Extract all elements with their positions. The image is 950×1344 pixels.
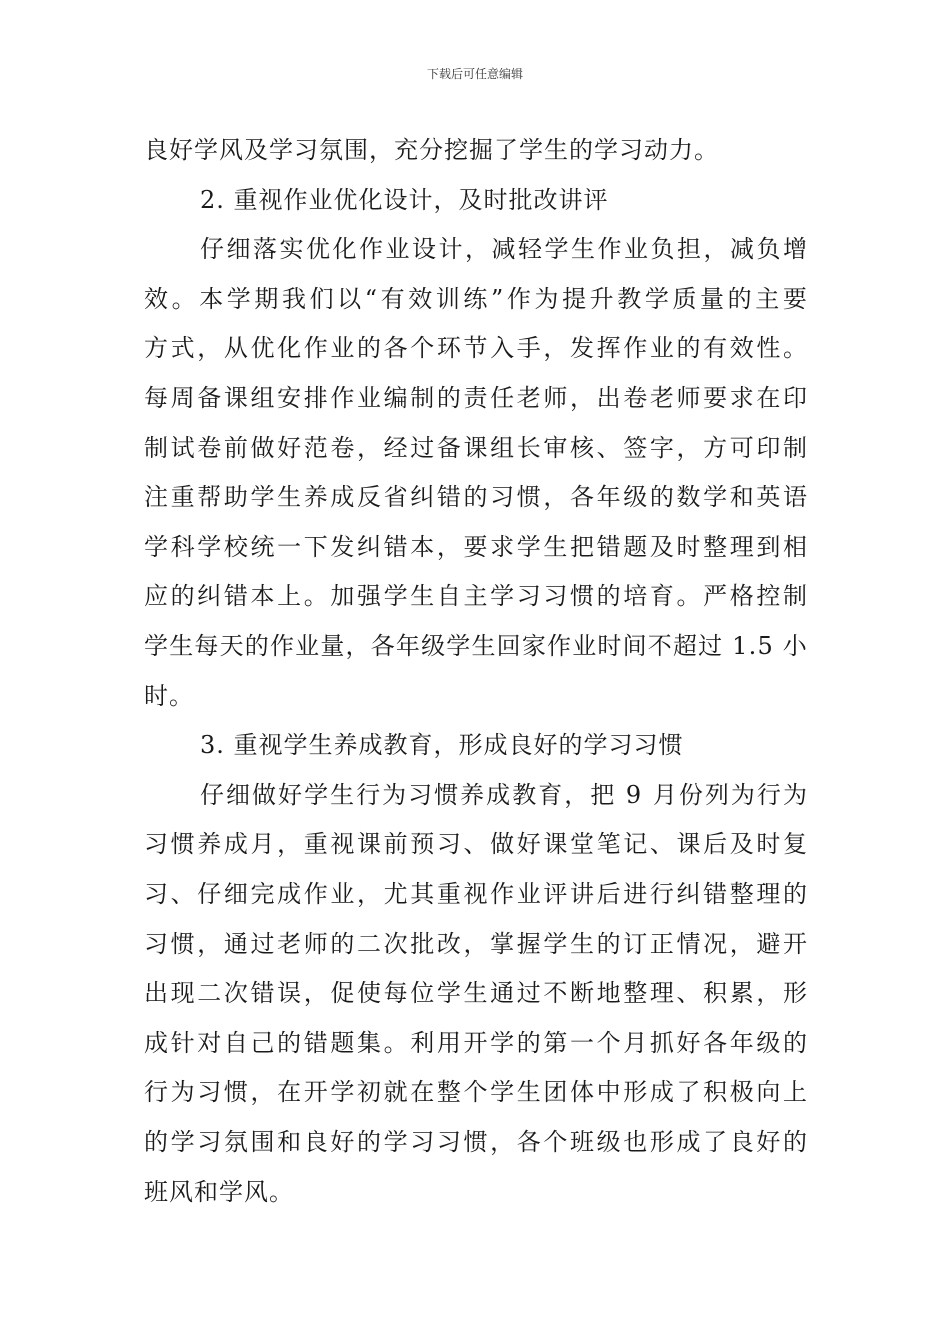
text-line: 仔 细 做 好 学 生 行 为 习 惯 养 成 教 育 ， 把 9 月 份 列 为 行 为 bbox=[200, 780, 808, 809]
text-line: 效 。 本 学 期 我 们 以 “ 有 效 训 练 ” 作 为 提 升 教 学 质 量 的 主 要 bbox=[144, 284, 808, 313]
text-line: 班风和学风。 bbox=[144, 1177, 294, 1206]
text-line: 2. 重视作业优化设计，及时批改讲评 bbox=[200, 185, 609, 214]
text-line: 方 式 ， 从 优 化 作 业 的 各 个 环 节 入 手 ， 发 挥 作 业 的 有 效 性 。 bbox=[144, 334, 808, 363]
text-line: 习 惯 养 成 月 ， 重 视 课 前 预 习 、 做 好 课 堂 笔 记 、 课 后 及 时 复 bbox=[144, 830, 808, 859]
page-header-note: 下载后可任意编辑 bbox=[426, 67, 523, 81]
text-line: 应 的 纠 错 本 上 。 加 强 学 生 自 主 学 习 习 惯 的 培 育 。 严 格 控 制 bbox=[144, 582, 808, 611]
text-line: 习 、 仔 细 完 成 作 业 ， 尤 其 重 视 作 业 评 讲 后 进 行 纠 错 整 理 的 bbox=[144, 880, 808, 908]
text-line: 习 惯 ， 通 过 老 师 的 二 次 批 改 ， 掌 握 学 生 的 订 正 情 况 ， 避 开 bbox=[144, 929, 808, 958]
text-line: 良好学风及学习氛围，充分挖掘了学生的学习动力。 bbox=[144, 136, 719, 164]
text-line: 3. 重视学生养成教育，形成良好的学习习惯 bbox=[200, 731, 684, 760]
text-line: 每 周 备 课 组 安 排 作 业 编 制 的 责 任 老 师 ， 出 卷 老 师 要 求 在 印 bbox=[144, 384, 808, 412]
text-line: 出 现 二 次 错 误 ， 促 使 每 位 学 生 通 过 不 断 地 整 理 、 积 累 ， 形 bbox=[144, 979, 808, 1008]
text-line: 学 生 每 天 的 作 业 量 ， 各 年 级 学 生 回 家 作 业 时 间 不 超 过 1 . 5 小 bbox=[144, 632, 808, 660]
text-line: 注 重 帮 助 学 生 养 成 反 省 纠 错 的 习 惯 ， 各 年 级 的 数 学 和 英 语 bbox=[144, 483, 808, 512]
text-line: 时。 bbox=[144, 681, 194, 710]
text-line: 的 学 习 氛 围 和 良 好 的 学 习 习 惯 ， 各 个 班 级 也 形 成 了 良 好 的 bbox=[144, 1128, 808, 1156]
text-line: 仔 细 落 实 优 化 作 业 设 计 ， 减 轻 学 生 作 业 负 担 ， 减 负 增 bbox=[200, 235, 808, 264]
text-line: 成 针 对 自 己 的 错 题 集 。 利 用 开 学 的 第 一 个 月 抓 好 各 年 级 的 bbox=[144, 1028, 808, 1057]
text-line: 学 科 学 校 统 一 下 发 纠 错 本 ， 要 求 学 生 把 错 题 及 时 整 理 到 相 bbox=[144, 532, 808, 561]
text-line: 制 试 卷 前 做 好 范 卷 ， 经 过 备 课 组 长 审 核 、 签 字 ， 方 可 印 制 bbox=[144, 433, 808, 462]
text-line: 行 为 习 惯 ， 在 开 学 初 就 在 整 个 学 生 团 体 中 形 成 了 积 极 向 上 bbox=[144, 1078, 808, 1107]
